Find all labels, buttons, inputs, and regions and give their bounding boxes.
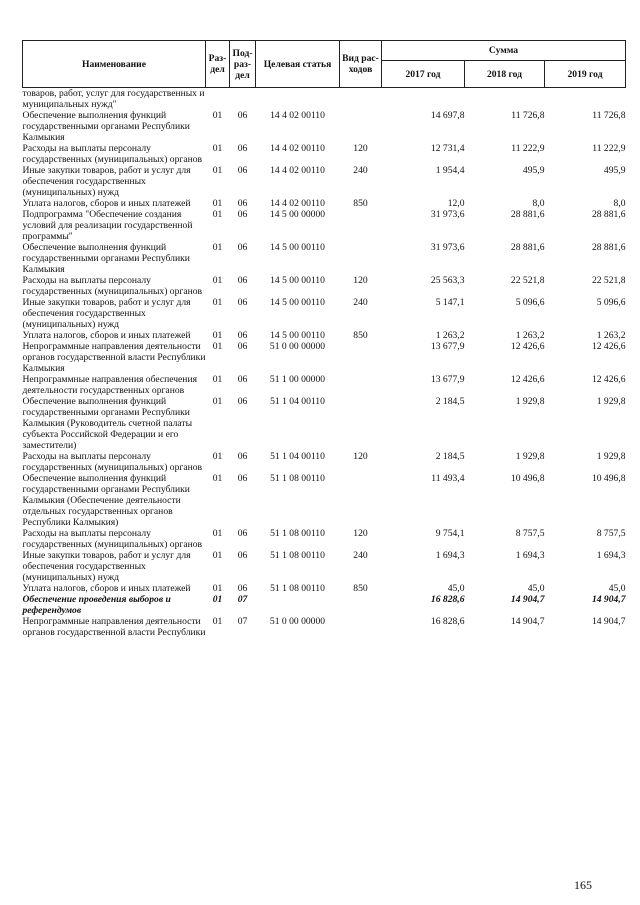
row-expense-type [340,110,382,143]
row-target-article: 51 1 04 00110 [270,451,325,462]
table-row [23,341,626,374]
row-subsection: 06 [237,209,248,220]
row-target-article: 51 0 00 00000 [269,616,326,627]
row-subsection [230,88,256,111]
row-sum-2019: 1 694,3 [596,550,626,561]
table-row [23,297,626,330]
row-target-article: 51 1 08 00110 [270,528,325,539]
row-subsection: 06 [237,330,248,341]
table-row [23,275,626,297]
header-year-2019: 2019 год [545,61,626,88]
row-sum-2017: 25 563,3 [430,275,465,286]
row-sum-2017: 12 731,4 [430,143,465,154]
row-section: 01 [212,374,223,385]
row-sum-2018: 14 904,7 [510,594,545,605]
row-target-article: 14 5 00 00110 [270,242,325,253]
row-expense-type [340,242,382,275]
row-sum-2018: 14 904,7 [510,616,545,627]
row-sum-2018: 11 726,8 [511,110,545,121]
row-expense-type: 120 [353,143,368,154]
header-year-2018: 2018 год [465,61,545,88]
row-sum-2018: 1 694,3 [515,550,545,561]
header-section: Раз-дел [206,41,230,88]
row-sum-2019: 10 496,8 [591,473,626,484]
row-expense-type: 240 [353,550,368,561]
row-sum-2018: 8 757,5 [515,528,545,539]
row-subsection: 06 [237,528,248,539]
table-row [23,242,626,275]
row-target-article: 14 4 02 00110 [270,165,325,176]
row-section: 01 [212,143,223,154]
row-expense-type: 850 [353,330,368,341]
row-section: 01 [212,550,223,561]
row-sum-2017: 9 754,1 [435,528,465,539]
row-section: 01 [212,594,223,605]
table-row [23,88,626,111]
row-expense-type: 240 [353,297,368,308]
table-row [23,473,626,528]
row-name: Обеспечение проведения выборов и референдумов [22,594,171,616]
row-expense-type [340,374,382,396]
row-name: Расходы на выплаты персоналу государственных (муниципальных) органов [22,143,203,165]
row-section: 01 [212,341,223,352]
row-name: Уплата налогов, сборов и иных платежей [22,330,191,341]
row-target-article: 51 1 08 00110 [270,583,325,594]
row-name: Уплата налогов, сборов и иных платежей [22,583,191,594]
row-name: Иные закупки товаров, работ и услуг для обеспечения государственных (муниципальных) нужд [22,550,191,583]
row-target-article: 14 5 00 00110 [270,275,325,286]
row-section: 01 [212,330,223,341]
row-subsection: 06 [237,396,248,407]
row-sum-2018: 1 929,8 [515,396,545,407]
table-row [23,528,626,550]
row-sum-2019: 12 426,6 [591,374,626,385]
row-sum-2019: 28 881,6 [591,242,626,253]
header-name: Наименование [23,41,206,88]
row-section [206,88,230,111]
row-sum-2018 [465,88,545,111]
row-sum-2017: 31 973,6 [430,209,465,220]
row-name: Подпрограмма "Обеспечение создания условий для реализации государственной программы" [22,209,193,242]
row-target-article: 14 5 00 00110 [270,297,325,308]
row-sum-2017: 2 184,5 [435,396,465,407]
row-section: 01 [212,297,223,308]
row-section: 01 [212,198,223,209]
row-expense-type: 120 [353,451,368,462]
row-sum-2019: 28 881,6 [591,209,626,220]
row-name: Непрограммные направления обеспечения деятельности государственных органов [22,374,197,396]
row-subsection: 06 [237,165,248,176]
row-name: Расходы на выплаты персоналу государственных (муниципальных) органов [22,451,203,473]
table-row [23,198,626,209]
row-expense-type: 240 [353,165,368,176]
row-expense-type [340,209,382,242]
row-sum-2017: 11 493,4 [431,473,465,484]
row-sum-2017: 14 697,8 [430,110,465,121]
row-subsection: 06 [237,473,248,484]
row-sum-2018: 28 881,6 [510,209,545,220]
table-row [23,143,626,165]
row-sum-2019: 5 096,6 [596,297,626,308]
row-name: Обеспечение выполнения функций государственными органами Республики Калмыкия (Руководитель счетной палаты субъекта Российской Федерации и его заместители) [22,396,193,451]
row-name: Иные закупки товаров, работ и услуг для обеспечения государственных (муниципальных) нужд [22,297,191,330]
row-subsection: 07 [237,594,248,605]
row-sum-2018: 495,9 [522,165,545,176]
row-section: 01 [212,209,223,220]
table-row [23,209,626,242]
row-section: 01 [212,473,223,484]
row-name: Расходы на выплаты персоналу государственных (муниципальных) органов [22,528,203,550]
row-sum-2018: 12 426,6 [510,341,545,352]
row-subsection: 06 [237,242,248,253]
row-sum-2018: 10 496,8 [510,473,545,484]
row-sum-2019: 1 929,8 [596,451,626,462]
row-name: Обеспечение выполнения функций государственными органами Республики Калмыкия [22,110,190,143]
row-sum-2018: 5 096,6 [515,297,545,308]
row-subsection: 06 [237,374,248,385]
row-subsection: 06 [237,110,248,121]
row-expense-type: 850 [353,198,368,209]
row-sum-2019: 22 521,8 [591,275,626,286]
row-target-article: 14 4 02 00110 [270,198,325,209]
table-row [23,594,626,616]
row-sum-2017: 13 677,9 [430,374,465,385]
table-row [23,396,626,451]
row-sum-2017: 31 973,6 [430,242,465,253]
row-sum-2018: 28 881,6 [510,242,545,253]
row-subsection: 06 [237,341,248,352]
row-sum-2019: 8,0 [613,198,626,209]
row-name: Расходы на выплаты персоналу государственных (муниципальных) органов [22,275,203,297]
row-sum-2018: 11 222,9 [511,143,545,154]
row-name: Обеспечение выполнения функций государственными органами Республики Калмыкия [22,242,190,275]
row-sum-2019: 1 929,8 [596,396,626,407]
row-sum-2017: 45,0 [447,583,465,594]
row-subsection: 06 [237,451,248,462]
row-section: 01 [212,110,223,121]
row-target-article: 51 1 00 00000 [269,374,326,385]
row-subsection: 06 [237,550,248,561]
row-target-article: 51 1 08 00110 [270,473,325,484]
row-name: Иные закупки товаров, работ и услуг для обеспечения государственных (муниципальных) нужд [22,165,191,198]
row-name: Уплата налогов, сборов и иных платежей [22,198,191,209]
table-row [23,374,626,396]
row-expense-type [340,616,382,638]
row-section: 01 [212,616,223,627]
budget-table [22,40,626,638]
row-subsection: 07 [237,616,248,627]
row-sum-2019: 45,0 [608,583,626,594]
row-sum-2017: 16 828,6 [430,594,465,605]
row-sum-2018: 8,0 [532,198,545,209]
row-sum-2018: 1 929,8 [515,451,545,462]
row-sum-2017: 2 184,5 [435,451,465,462]
row-target-article: 51 0 00 00000 [269,341,326,352]
row-section: 01 [212,165,223,176]
row-target-article: 14 4 02 00110 [270,110,325,121]
table-row [23,110,626,143]
row-sum-2019: 495,9 [603,165,626,176]
header-expense-type: Вид рас-ходов [340,41,382,88]
row-sum-2019: 11 222,9 [592,143,626,154]
row-expense-type [340,341,382,374]
header-sum: Сумма [382,41,626,61]
row-sum-2018: 1 263,2 [515,330,545,341]
row-sum-2019: 11 726,8 [592,110,626,121]
row-section: 01 [212,275,223,286]
row-expense-type: 120 [353,275,368,286]
table-row [23,451,626,473]
row-target-article: 14 5 00 00110 [270,330,325,341]
table-body [23,88,626,639]
row-expense-type [340,88,382,111]
row-expense-type: 850 [353,583,368,594]
row-expense-type [340,396,382,451]
row-sum-2018: 45,0 [527,583,545,594]
row-name: Непрограммные направления деятельности органов государственной власти Республики [22,616,206,638]
row-section: 01 [212,451,223,462]
row-sum-2017: 12,0 [447,198,465,209]
header-subsection: Под-раз-дел [230,41,256,88]
row-subsection: 06 [237,275,248,286]
table-row [23,165,626,198]
row-section: 01 [212,396,223,407]
row-section: 01 [212,583,223,594]
row-target-article: 14 5 00 00000 [269,209,326,220]
table-row [23,330,626,341]
row-sum-2017: 1 694,3 [435,550,465,561]
row-subsection: 06 [237,297,248,308]
row-expense-type: 120 [353,528,368,539]
row-sum-2017 [382,88,465,111]
row-sum-2018: 22 521,8 [510,275,545,286]
table-row [23,550,626,583]
header-target-article: Целевая статья [256,41,340,88]
row-subsection: 06 [237,143,248,154]
row-target-article [256,88,340,111]
row-target-article [256,594,340,616]
row-sum-2017: 13 677,9 [430,341,465,352]
row-name: Непрограммные направления деятельности органов государственной власти Республики Калмыкия [22,341,206,374]
row-sum-2017: 5 147,1 [435,297,465,308]
row-sum-2019: 8 757,5 [596,528,626,539]
row-sum-2018: 12 426,6 [510,374,545,385]
row-name: товаров, работ, услуг для государственных и муниципальных нужд" [22,88,205,110]
row-sum-2019: 12 426,6 [591,341,626,352]
row-sum-2019 [545,88,626,111]
table-header [23,41,626,88]
page-number: 165 [574,878,592,892]
row-target-article: 14 4 02 00110 [270,143,325,154]
table-row [23,616,626,638]
row-target-article: 51 1 08 00110 [270,550,325,561]
row-section: 01 [212,242,223,253]
header-year-2017: 2017 год [382,61,465,88]
row-sum-2017: 1 263,2 [435,330,465,341]
row-sum-2017: 16 828,6 [430,616,465,627]
table-row [23,583,626,594]
row-name: Обеспечение выполнения функций государственными органами Республики Калмыкия (Обеспечение деятельности отдельных государственных органов Республики Калмыкия) [22,473,190,528]
row-sum-2019: 14 904,7 [591,616,626,627]
row-expense-type [340,594,382,616]
row-sum-2019: 1 263,2 [596,330,626,341]
row-expense-type [340,473,382,528]
row-sum-2019: 14 904,7 [591,594,626,605]
row-subsection: 06 [237,583,248,594]
row-sum-2017: 1 954,4 [435,165,465,176]
row-section: 01 [212,528,223,539]
row-target-article: 51 1 04 00110 [270,396,325,407]
row-subsection: 06 [237,198,248,209]
